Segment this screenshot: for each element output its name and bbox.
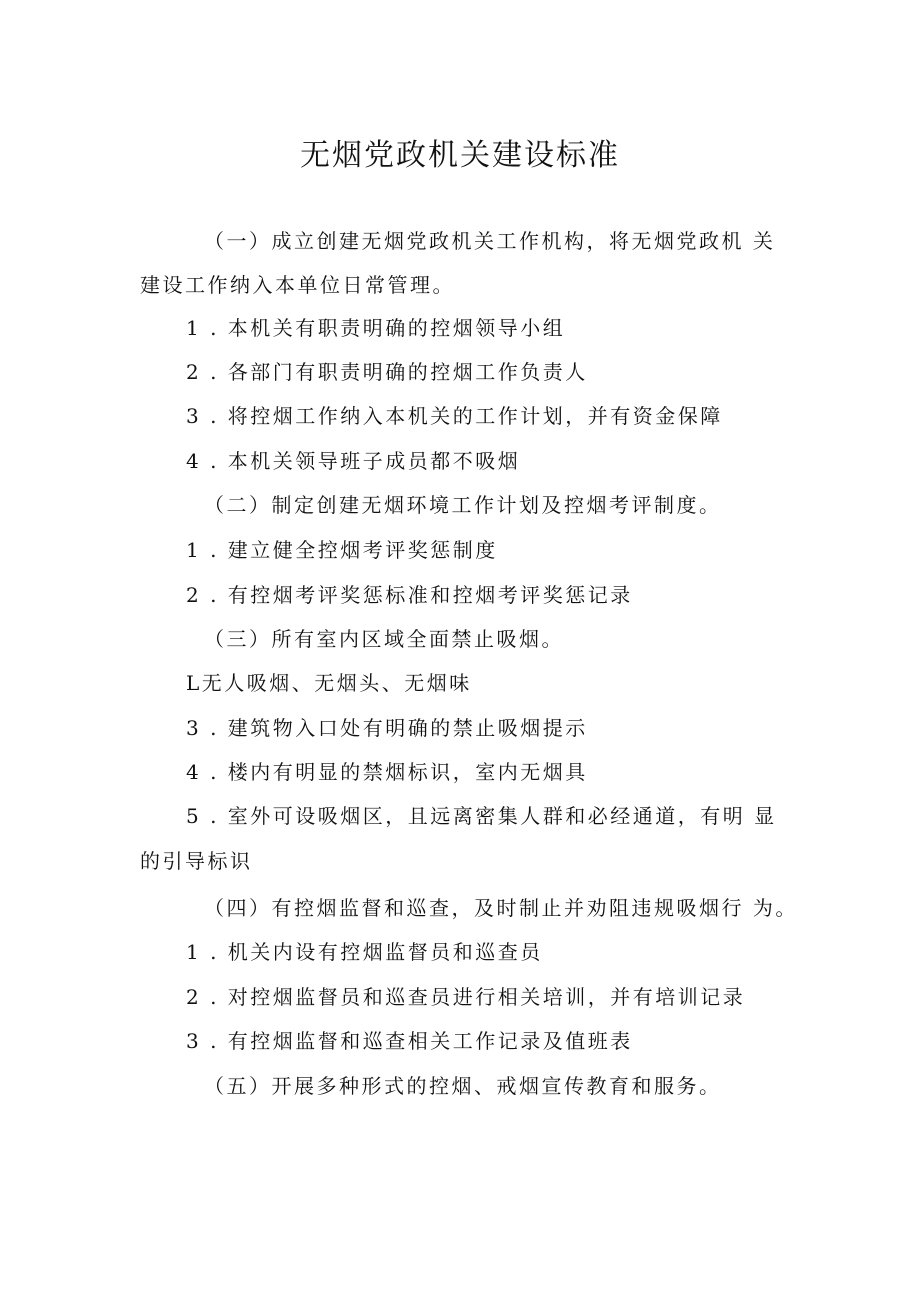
list-item: 4 . 楼内有明显的禁烟标识，室内无烟具 [186, 760, 588, 784]
list-item-cont: 的引导标识 [140, 849, 253, 873]
list-item: 3 . 有控烟监督和巡查相关工作记录及值班表 [186, 1029, 633, 1053]
section-2-heading: （二）制定创建无烟环境工作计划及控烟考评制度。 [204, 493, 722, 517]
list-item: 1 . 机关内设有控烟监督员和巡查员 [186, 940, 543, 964]
document-title: 无烟党政机关建设标准 [300, 138, 620, 173]
list-item: 2 . 对控烟监督员和巡查员进行相关培训，并有培训记录 [186, 985, 746, 1009]
list-item: 5 . 室外可设吸烟区，且远离密集人群和必经通道，有明 显 [186, 804, 777, 828]
list-item: 4 . 本机关领导班子成员都不吸烟 [186, 449, 521, 473]
section-1-heading-cont: 建设工作纳入本单位日常管理。 [140, 273, 455, 297]
list-item: 2 . 各部门有职责明确的控烟工作负责人 [186, 360, 588, 384]
list-item: 1 . 本机关有职责明确的控烟领导小组 [186, 316, 566, 340]
list-item: 3 . 建筑物入口处有明确的禁止吸烟提示 [186, 716, 588, 740]
section-3-heading: （三）所有室内区域全面禁止吸烟。 [204, 627, 564, 651]
section-1-heading: （一）成立创建无烟党政机关工作机构，将无烟党政机 关 [204, 229, 776, 253]
section-5-heading: （五）开展多种形式的控烟、戒烟宣传教育和服务。 [204, 1074, 722, 1098]
list-item: 3 . 将控烟工作纳入本机关的工作计划，并有资金保障 [186, 404, 723, 428]
section-4-heading: （四）有控烟监督和巡查，及时制止并劝阻违规吸烟行 为。 [204, 896, 798, 920]
list-item: 1 . 建立健全控烟考评奖惩制度 [186, 538, 498, 562]
list-item: 2 . 有控烟考评奖惩标准和控烟考评奖惩记录 [186, 583, 633, 607]
list-item: L无人吸烟、无烟头、无烟味 [186, 671, 472, 695]
